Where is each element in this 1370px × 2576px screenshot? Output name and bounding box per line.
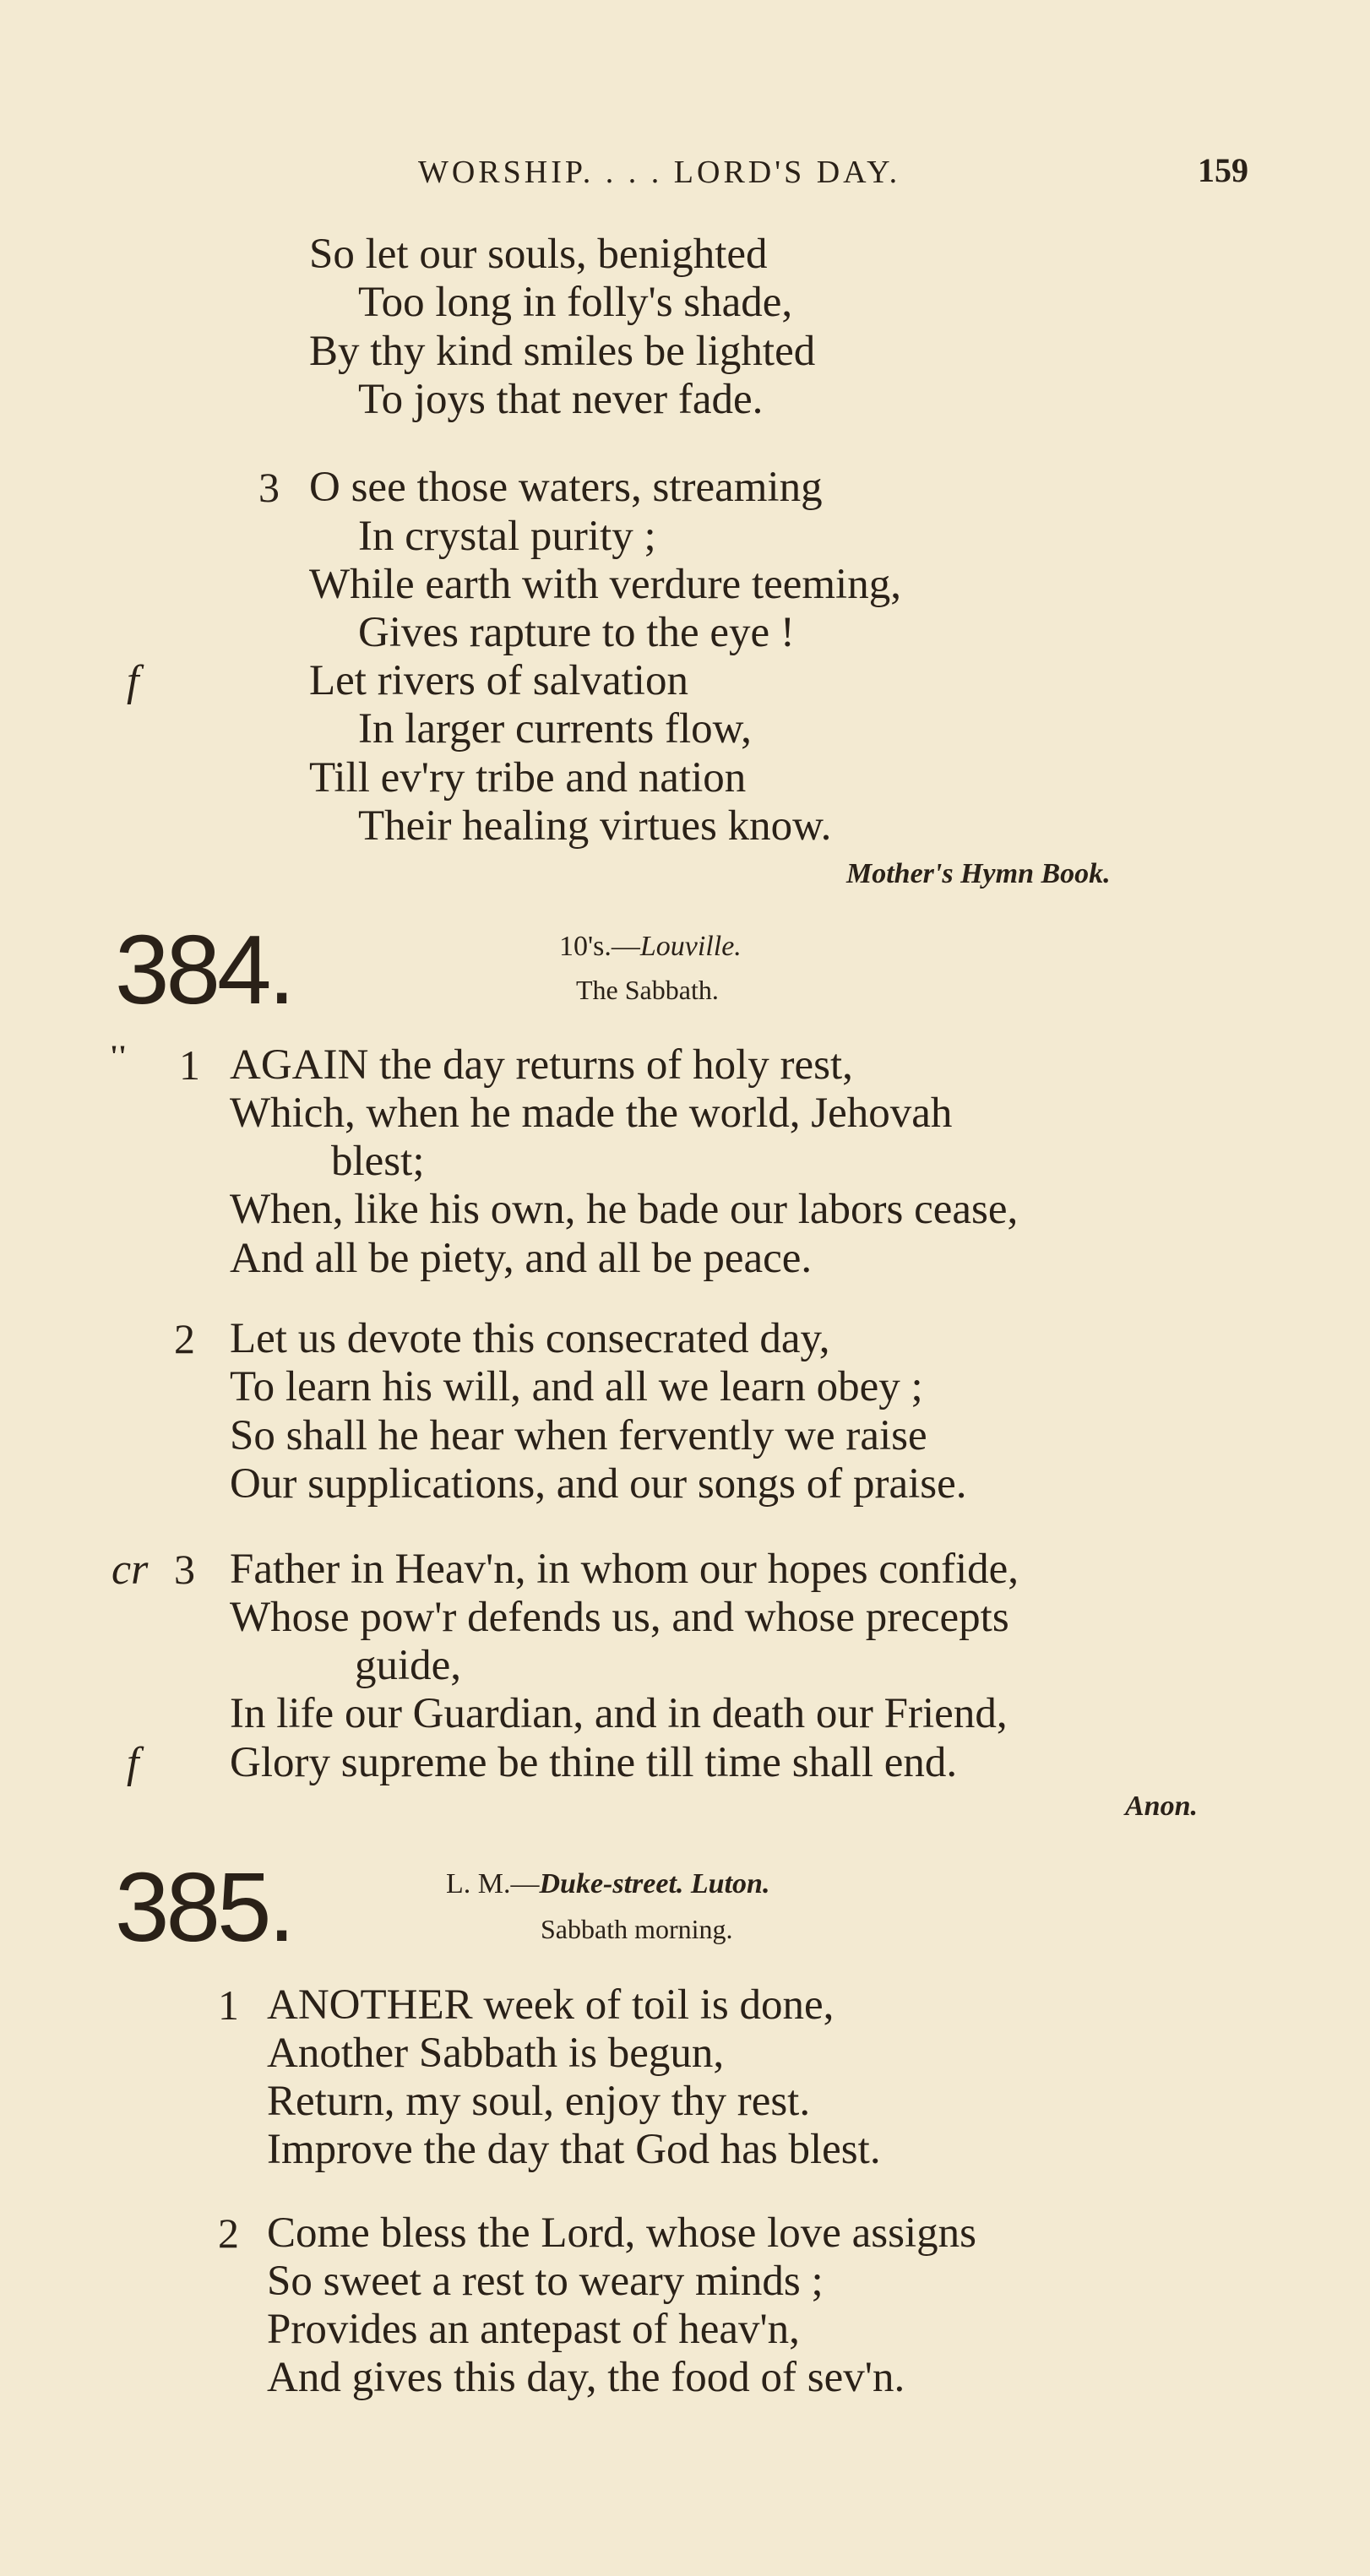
hymn-number: 385.: [115, 1852, 292, 1962]
verse-line: Father in Heav'n, in whom our hopes confide,: [230, 1546, 1019, 1593]
dynamic-mark-crescendo: cr: [111, 1546, 149, 1594]
verse-line: By thy kind smiles be lighted: [309, 328, 816, 375]
verse-line: blest;: [331, 1138, 425, 1185]
dynamic-mark-forte: f: [127, 1739, 139, 1787]
tune: Louville.: [639, 931, 742, 962]
verse-line: So shall he hear when fervently we raise: [230, 1412, 927, 1459]
verse-line: To joys that never fade.: [358, 376, 764, 423]
hymn-number: 384.: [115, 915, 292, 1024]
verse-number: 2: [218, 2209, 239, 2257]
running-header: WORSHIP. . . . LORD'S DAY.: [418, 155, 901, 190]
verse-number: 1: [179, 1041, 200, 1089]
verse-line: Let us devote this consecrated day,: [230, 1315, 830, 1362]
hymn-subject: The Sabbath.: [576, 975, 719, 1005]
attribution: Mother's Hymn Book.: [846, 858, 1111, 889]
verse-number: 3: [258, 464, 280, 511]
verse-number: 2: [174, 1315, 195, 1362]
verse-line: Too long in folly's shade,: [358, 279, 793, 326]
verse-line: Glory supreme be thine till time shall end.: [230, 1739, 958, 1786]
verse-line: When, like his own, he bade our labors cease,: [230, 1186, 1019, 1233]
meter-tune: [559, 932, 742, 961]
verse-line: So sweet a rest to weary minds ;: [267, 2258, 824, 2305]
verse-line: Return, my soul, enjoy thy rest.: [267, 2078, 811, 2125]
verse-number: 1: [218, 1981, 239, 2029]
verse-line: O see those waters, streaming: [309, 464, 823, 511]
verse-line: ANOTHER week of toil is done,: [267, 1981, 835, 2029]
verse-number: 3: [174, 1546, 195, 1593]
verse-line: Let rivers of salvation: [309, 657, 688, 704]
verse-line: Our supplications, and our songs of praise.: [230, 1460, 967, 1508]
verse-line: So let our souls, benighted: [309, 231, 768, 278]
verse-line: guide,: [355, 1642, 462, 1689]
dynamic-mark: '': [110, 1039, 128, 1073]
verse-line: To learn his will, and all we learn obey ;: [230, 1363, 923, 1410]
verse-line: And all be piety, and all be peace.: [230, 1235, 813, 1282]
meter: L. M.—: [446, 1868, 540, 1899]
verse-line: In larger currents flow,: [358, 705, 752, 753]
verse-line: Improve the day that God has blest.: [267, 2126, 881, 2173]
attribution: Anon.: [1125, 1791, 1198, 1822]
meter: 10's.—: [559, 931, 640, 962]
page-number: 159: [1198, 151, 1248, 189]
verse-line: Gives rapture to the eye !: [358, 609, 795, 656]
dynamic-mark-forte: f: [127, 657, 139, 705]
verse-line: And gives this day, the food of sev'n.: [267, 2354, 905, 2401]
verse-line: In crystal purity ;: [358, 513, 656, 560]
verse-line: Their healing virtues know.: [358, 802, 832, 850]
verse-line: In life our Guardian, and in death our Friend,: [230, 1690, 1008, 1737]
verse-line: Come bless the Lord, whose love assigns: [267, 2209, 976, 2257]
verse-line: AGAIN the day returns of holy rest,: [230, 1041, 853, 1089]
verse-line: Whose pow'r defends us, and whose precepts: [230, 1594, 1009, 1641]
verse-line: Provides an antepast of heav'n,: [267, 2306, 800, 2353]
meter-tune: [446, 1870, 769, 1899]
verse-line: Another Sabbath is begun,: [267, 2030, 725, 2077]
hymn-subject: Sabbath morning.: [541, 1914, 733, 1944]
verse-line: Till ev'ry tribe and nation: [309, 754, 747, 802]
tune: Duke-street. Luton.: [539, 1868, 770, 1899]
verse-line: Which, when he made the world, Jehovah: [230, 1090, 953, 1137]
verse-line: While earth with verdure teeming,: [309, 561, 901, 608]
